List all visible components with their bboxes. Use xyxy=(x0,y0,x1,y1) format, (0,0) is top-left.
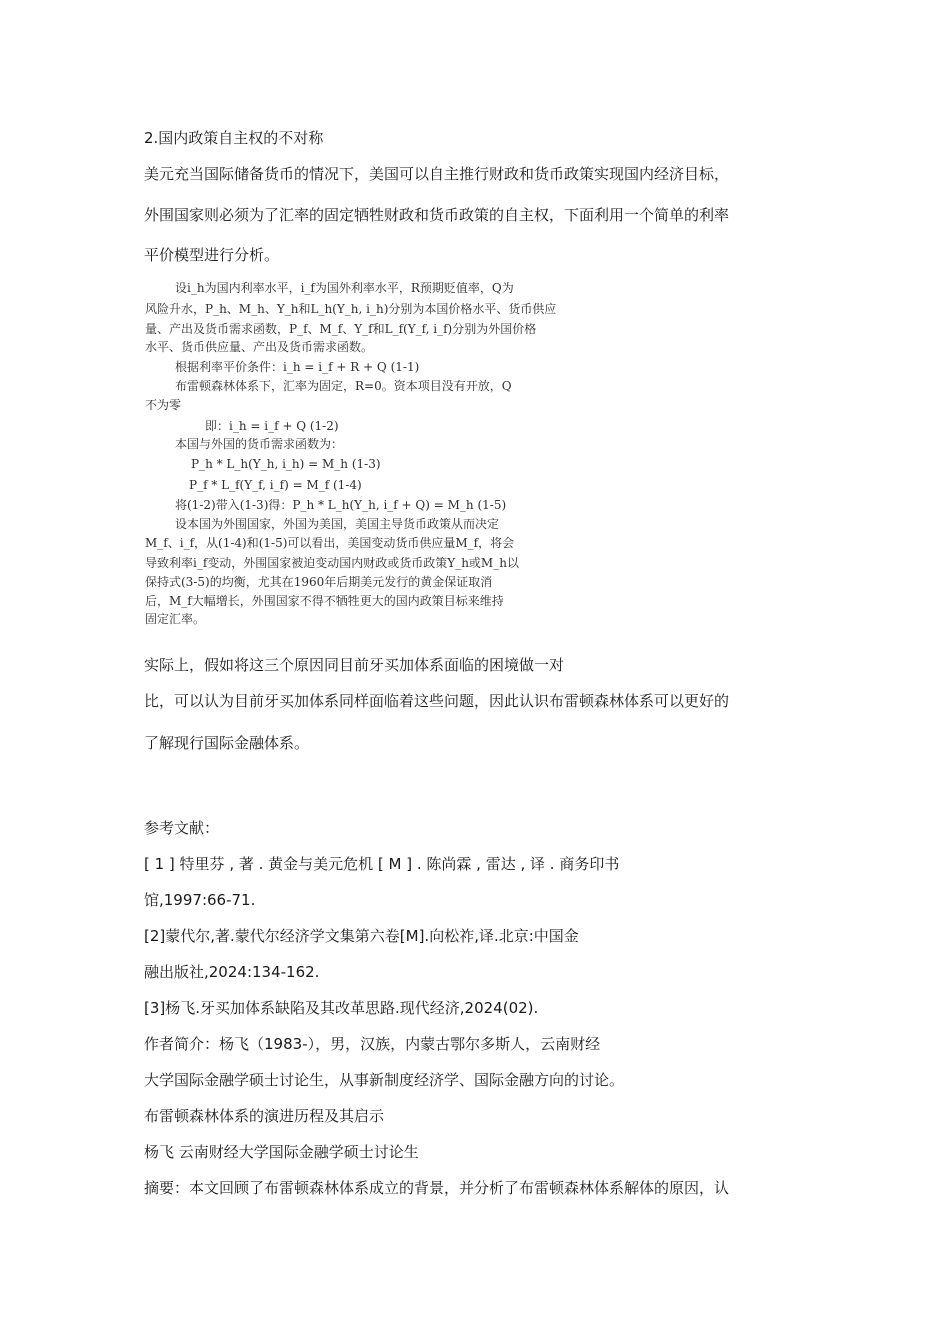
figure-line: 设i_h为国内利率水平，i_f为国外利率水平，R预期贬值率，Q为 xyxy=(175,281,514,295)
figure-line: 根据利率平价条件：i_h = i_f + R + Q (1-1) xyxy=(175,360,420,374)
reference-line: [3]杨飞.牙买加体系缺陷及其改革思路.现代经济,2024(02). xyxy=(144,999,539,1017)
paragraph-line: 外围国家则必须为了汇率的固定牺牲财政和货币政策的自主权，下面利用一个简单的利率 xyxy=(144,206,730,224)
abstract-line: 摘要：本文回顾了布雷顿森林体系成立的背景，并分析了布雷顿森林体系解体的原因，认 xyxy=(144,1179,730,1197)
figure-line: 布雷顿森林体系下，汇率为固定，R=0。资本项目没有开放，Q xyxy=(175,379,512,393)
paragraph-line: 了解现行国际金融体系。 xyxy=(144,734,310,752)
figure-line: 将(1-2)带入(1-3)得：P_h * L_h(Y_h, i_f + Q) = M_h (1-5) xyxy=(175,498,507,512)
figure-line: M_f、i_f，从(1-4)和(1-5)可以看出，美国变动货币供应量M_f，将会 xyxy=(145,536,515,550)
figure-line: 固定汇率。 xyxy=(145,612,206,626)
figure-line: 不为零 xyxy=(145,398,182,412)
references-heading: 参考文献： xyxy=(144,819,220,837)
paragraph-line: 美元充当国际储备货币的情况下，美国可以自主推行财政和货币政策实现国内经济目标， xyxy=(144,165,730,183)
reference-line: 馆,1997:66-71. xyxy=(144,891,256,909)
figure-line: P_h * L_h(Y_h, i_h) = M_h (1-3) xyxy=(191,457,381,471)
paragraph-line: 比，可以认为目前牙买加体系同样面临着这些问题，因此认识布雷顿森林体系可以更好的 xyxy=(144,692,730,710)
equation-figure xyxy=(145,274,601,630)
article-author: 杨飞 云南财经大学国际金融学硕士讨论生 xyxy=(144,1143,419,1161)
paragraph-line: 平价模型进行分析。 xyxy=(144,246,280,264)
section-heading: 2.国内政策自主权的不对称 xyxy=(144,129,324,147)
reference-line: 融出版社,2024:134-162. xyxy=(144,963,320,981)
figure-line: 导致利率i_f变动，外围国家被迫变动国内财政或货币政策Y_h或M_h以 xyxy=(145,556,519,570)
author-bio-line: 大学国际金融学硕士讨论生，从事新制度经济学、国际金融方向的讨论。 xyxy=(144,1071,625,1089)
figure-line: 保持式(3-5)的均衡，尤其在1960年后期美元发行的黄金保证取消 xyxy=(145,575,493,589)
figure-line: 本国与外国的货币需求函数为： xyxy=(175,437,344,451)
author-bio-line: 作者简介：杨飞（1983-），男，汉族，内蒙古鄂尔多斯人，云南财经 xyxy=(144,1035,601,1053)
figure-line: 风险升水，P_h、M_h、Y_h和L_h(Y_h, i_h)分别为本国价格水平、货币供应 xyxy=(145,302,557,316)
figure-line: P_f * L_f(Y_f, i_f) = M_f (1-4) xyxy=(189,478,362,492)
figure-line: 后，M_f大幅增长，外围国家不得不牺牲更大的国内政策目标来维持 xyxy=(145,594,504,608)
article-title: 布雷顿森林体系的演进历程及其启示 xyxy=(144,1107,385,1125)
figure-line: 设本国为外围国家，外国为美国，美国主导货币政策从而决定 xyxy=(175,517,500,531)
paragraph-line: 实际上，假如将这三个原因同目前牙买加体系面临的困境做一对 xyxy=(144,656,565,674)
figure-line: 水平、货币供应量、产出及货币需求函数。 xyxy=(145,340,374,354)
figure-line: 即：i_h = i_f + Q (1-2) xyxy=(205,419,339,433)
reference-line: [2]蒙代尔,著.蒙代尔经济学文集第六卷[M].向松祚,译.北京:中国金 xyxy=(144,927,579,945)
figure-line: 量、产出及货币需求函数，P_f、M_f、Y_f和L_f(Y_f, i_f)分别为外国价格 xyxy=(145,322,537,336)
reference-line: [ 1 ] 特里芬 , 著 . 黄金与美元危机 [ M ] . 陈尚霖 , 雷达 , 译 . 商务印书 xyxy=(144,855,620,873)
